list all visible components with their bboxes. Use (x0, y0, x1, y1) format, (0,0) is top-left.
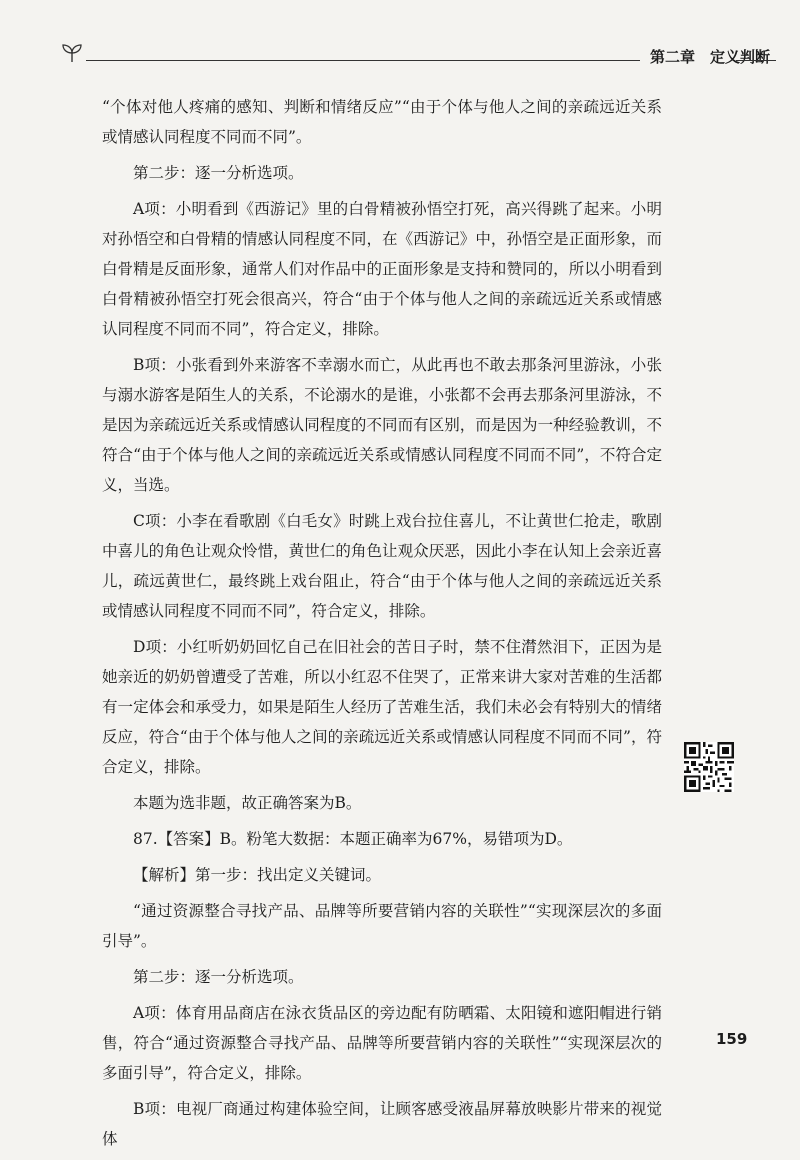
paragraph: A项：体育用品商店在泳衣货品区的旁边配有防晒霜、太阳镜和遮阳帽进行销售，符合“通过资源整合寻找产品、品牌等所要营销内容的关联性”“实现深层次的多面引导”，符合定义，排除。 (102, 1004, 662, 1082)
sprout-icon (60, 40, 84, 64)
chapter-title: 第二章 定义判断 (650, 48, 771, 66)
header-rule-left (86, 60, 640, 61)
paragraph: C项：小李在看歌剧《白毛女》时跳上戏台拉住喜儿，不让黄世仁抢走，歌剧中喜儿的角色让观众怜惜，黄世仁的角色让观众厌恶，因此小李在认知上会亲近喜儿，疏远黄世仁，最终跳上戏台阻止，符合“由于个体与他人之间的亲疏远近关系或情感认同程度不同而不同”，符合定义，排除。 (102, 512, 662, 620)
page-number: 159 (716, 1030, 748, 1048)
body-text (102, 92, 662, 1160)
paragraph: “通过资源整合寻找产品、品牌等所要营销内容的关联性”“实现深层次的多面引导”。 (102, 902, 662, 950)
header-rule-right (736, 60, 776, 61)
paragraph: D项：小红听奶奶回忆自己在旧社会的苦日子时，禁不住潸然泪下，正因为是她亲近的奶奶曾遭受了苦难，所以小红忍不住哭了，正常来讲大家对苦难的生活都有一定体会和承受力，如果是陌生人经历了苦难生活，我们未必会有特别大的情绪反应，符合“由于个体与他人之间的亲疏远近关系或情感认同程度不同而不同”，符合定义，排除。 (102, 638, 662, 776)
analysis-line: 【解析】第一步：找出定义关键词。 (133, 866, 382, 884)
answer-line: 87.【答案】B。粉笔大数据：本题正确率为67%，易错项为D。 (133, 830, 573, 848)
paragraph: 第二步：逐一分析选项。 (133, 164, 304, 182)
paragraph: “个体对他人疼痛的感知、判断和情绪反应”“由于个体与他人之间的亲疏远近关系或情感认同程度不同而不同”。 (102, 98, 662, 146)
paragraph: B项：电视厂商通过构建体验空间，让顾客感受液晶屏幕放映影片带来的视觉体 (102, 1100, 662, 1148)
paragraph: A项：小明看到《西游记》里的白骨精被孙悟空打死，高兴得跳了起来。小明对孙悟空和白骨精的情感认同程度不同，在《西游记》中，孙悟空是正面形象，而白骨精是反面形象，通常人们对作品中的正面形象是支持和赞同的，所以小明看到白骨精被孙悟空打死会很高兴，符合“由于个体与他人之间的亲疏远近关系或情感认同程度不同而不同”，符合定义，排除。 (102, 200, 662, 338)
paragraph: 本题为选非题，故正确答案为B。 (133, 794, 362, 812)
qr-code-icon[interactable] (684, 742, 734, 792)
paragraph: 第二步：逐一分析选项。 (133, 968, 304, 986)
paragraph: B项：小张看到外来游客不幸溺水而亡，从此再也不敢去那条河里游泳，小张与溺水游客是陌生人的关系，不论溺水的是谁，小张都不会再去那条河里游泳，不是因为亲疏远近关系或情感认同程度的不同而有区别，而是因为一种经验教训，不符合“由于个体与他人之间的亲疏远近关系或情感认同程度不同而不同”，不符合定义，当选。 (102, 356, 662, 494)
page-header (60, 40, 776, 70)
